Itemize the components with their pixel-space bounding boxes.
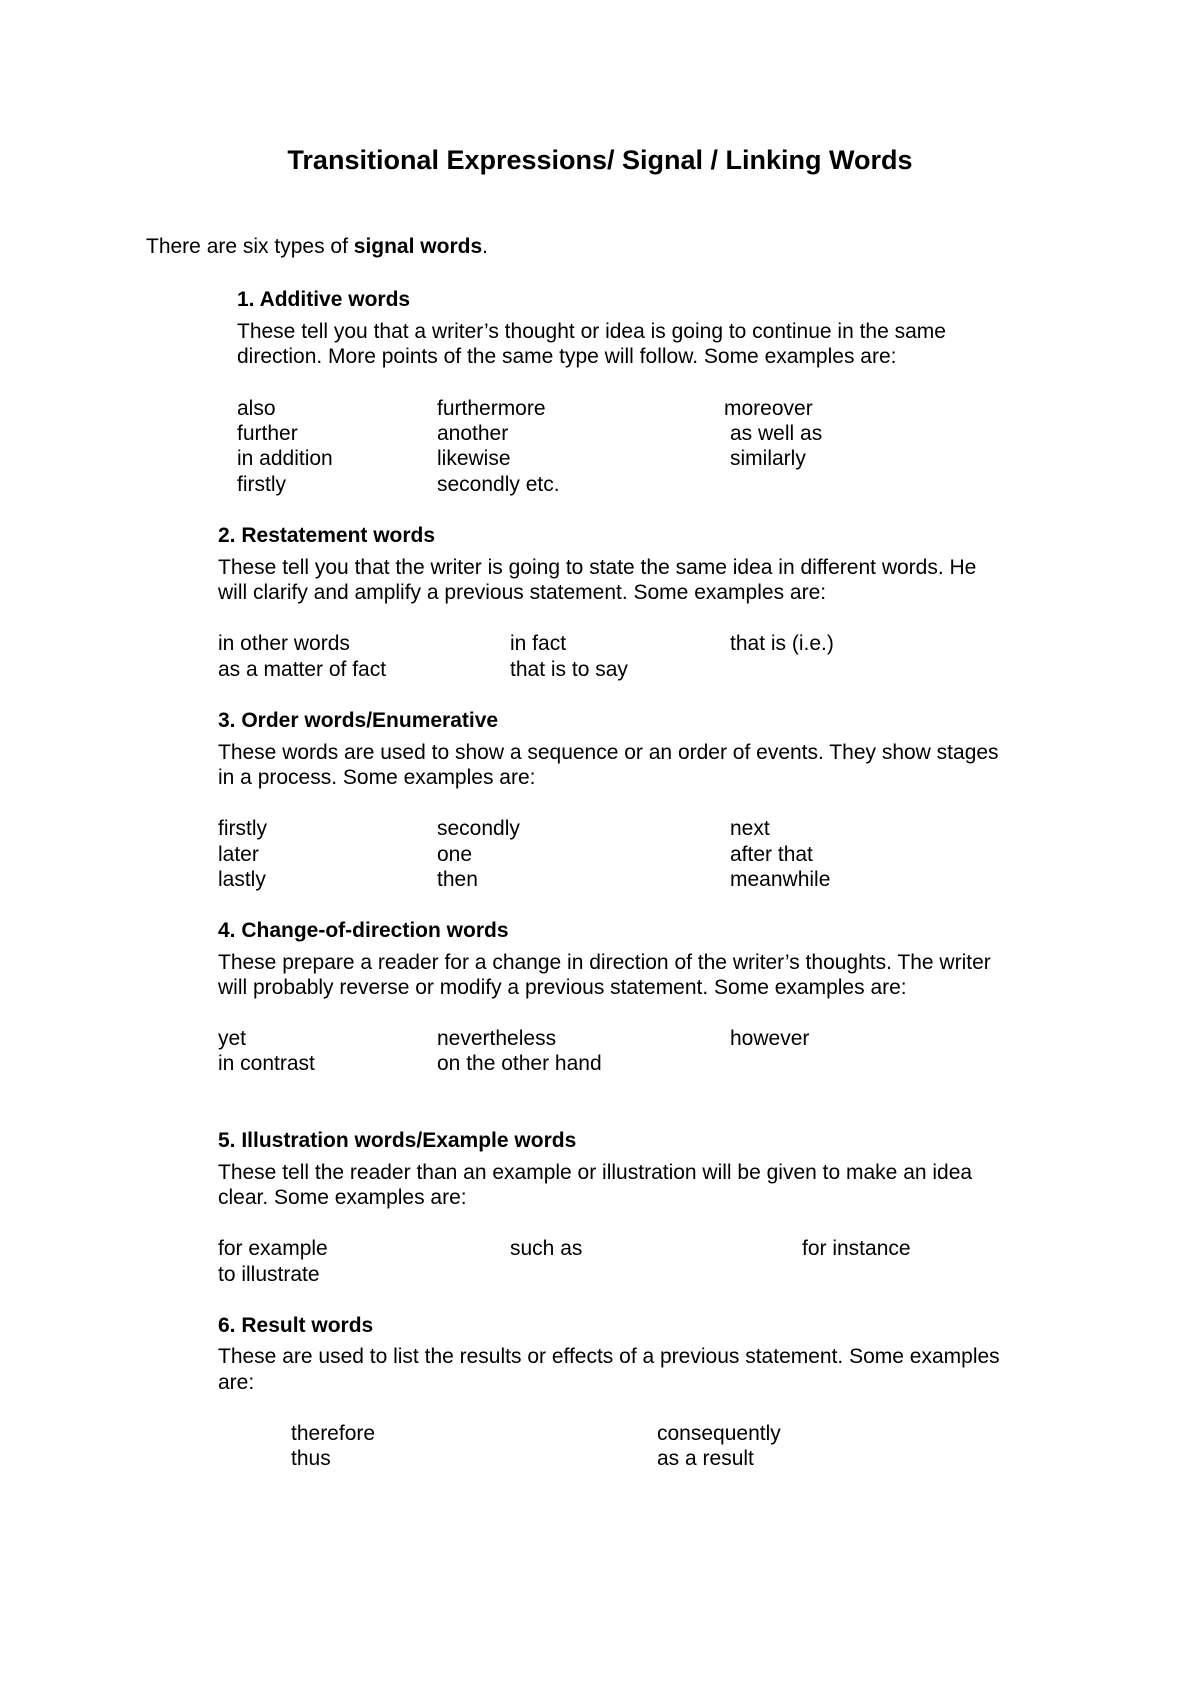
section-5-heading: 5. Illustration words/Example words xyxy=(218,1129,577,1152)
example-word: consequently xyxy=(657,1422,781,1445)
example-word: as a matter of fact xyxy=(218,658,387,681)
example-word: later xyxy=(218,843,259,866)
example-word: lastly xyxy=(218,868,266,891)
example-word: furthermore xyxy=(437,397,546,420)
section-3-heading: 3. Order words/Enumerative xyxy=(218,709,499,732)
section-6-desc-line-2: are: xyxy=(218,1371,255,1394)
section-4-desc-line-2: will probably reverse or modify a previous statement. Some examples are: xyxy=(218,976,907,999)
example-word: in addition xyxy=(237,447,333,470)
intro-paragraph xyxy=(146,234,488,260)
section-2-desc-line-1: These tell you that the writer is going to state the same idea in different words. He xyxy=(218,556,977,579)
example-word: in contrast xyxy=(218,1052,315,1075)
example-word: in fact xyxy=(510,632,567,655)
section-2-desc-line-2: will clarify and amplify a previous statement. Some examples are: xyxy=(218,581,827,604)
example-word: yet xyxy=(218,1027,247,1050)
example-word: for example xyxy=(218,1237,328,1260)
section-4-heading: 4. Change-of-direction words xyxy=(218,919,509,942)
section-4-desc-line-1: These prepare a reader for a change in direction of the writer’s thoughts. The writer xyxy=(218,951,991,974)
example-word: as well as xyxy=(730,422,823,445)
example-word: moreover xyxy=(724,397,813,420)
example-word: meanwhile xyxy=(730,868,831,891)
section-1-desc-line-1: These tell you that a writer’s thought or idea is going to continue in the same xyxy=(237,320,946,343)
example-word: that is to say xyxy=(510,658,628,681)
intro-period: . xyxy=(482,235,488,258)
example-word: that is (i.e.) xyxy=(730,632,834,655)
example-word: as a result xyxy=(657,1447,754,1470)
example-word: for instance xyxy=(802,1237,911,1260)
example-word: to illustrate xyxy=(218,1263,320,1286)
section-3-desc-line-1: These words are used to show a sequence or an order of events. They show stages xyxy=(218,741,999,764)
example-word: secondly etc. xyxy=(437,473,560,496)
example-word: next xyxy=(730,817,770,840)
example-word: nevertheless xyxy=(437,1027,557,1050)
section-6-heading: 6. Result words xyxy=(218,1314,374,1337)
example-word: in other words xyxy=(218,632,350,655)
section-1-heading: 1. Additive words xyxy=(237,288,411,311)
section-3-desc-line-2: in a process. Some examples are: xyxy=(218,766,536,789)
example-word: such as xyxy=(510,1237,583,1260)
example-word: after that xyxy=(730,843,813,866)
example-word: therefore xyxy=(291,1422,376,1445)
section-5-desc-line-2: clear. Some examples are: xyxy=(218,1186,467,1209)
page-title: Transitional Expressions/ Signal / Linking Words xyxy=(287,145,913,175)
example-word: then xyxy=(437,868,478,891)
intro-text: There are six types of xyxy=(146,235,354,258)
section-5-desc-line-1: These tell the reader than an example or illustration will be given to make an idea xyxy=(218,1161,973,1184)
section-1-desc-line-2: direction. More points of the same type will follow. Some examples are: xyxy=(237,345,897,368)
example-word: however xyxy=(730,1027,810,1050)
example-word: likewise xyxy=(437,447,511,470)
example-word: thus xyxy=(291,1447,331,1470)
section-6-desc-line-1: These are used to list the results or effects of a previous statement. Some examples xyxy=(218,1345,1000,1368)
example-word: secondly xyxy=(437,817,520,840)
example-word: another xyxy=(437,422,509,445)
example-word: similarly xyxy=(730,447,806,470)
example-word: also xyxy=(237,397,276,420)
section-2-heading: 2. Restatement words xyxy=(218,524,436,547)
example-word: one xyxy=(437,843,473,866)
intro-bold-term: signal words xyxy=(353,235,483,258)
example-word: firstly xyxy=(237,473,286,496)
example-word: on the other hand xyxy=(437,1052,602,1075)
example-word: firstly xyxy=(218,817,267,840)
example-word: further xyxy=(237,422,298,445)
